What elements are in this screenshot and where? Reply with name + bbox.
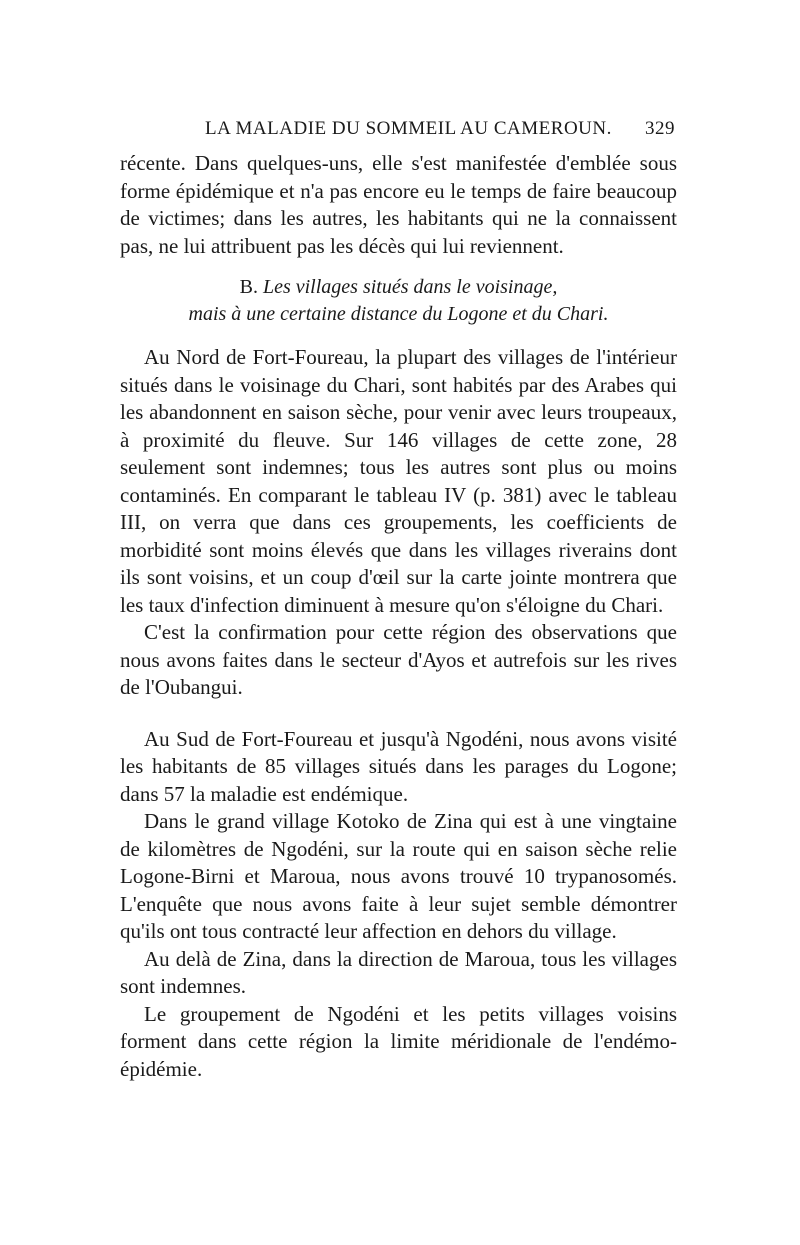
text-block: [120, 150, 677, 1083]
paragraph-gap: [120, 702, 677, 726]
section-heading-line-2: mais à une certaine distance du Logone et du Chari.: [188, 303, 609, 325]
running-title: LA MALADIE DU SOMMEIL AU CAMEROUN.: [205, 118, 612, 139]
paragraph: Le groupement de Ngodéni et les petits villages voisins forment dans cette région la limite méridionale de l'endémo-épidémie.: [120, 1001, 677, 1081]
paragraph: Au delà de Zina, dans la direction de Maroua, tous les villages sont indemnes.: [120, 946, 677, 998]
paragraph: Dans le grand village Kotoko de Zina qui est à une vingtaine de kilomètres de Ngodéni, sur la route qui en saison sèche relie Logone-Birni et Maroua, nous avons trouvé 10 trypanosomés. L'enquête que nous avons faite à leur sujet semble démontrer qu'ils ont tous contracté leur affection en dehors du village.: [120, 809, 677, 943]
page-number: 329: [645, 118, 675, 139]
section-letter: B.: [239, 276, 258, 298]
paragraph: Au Sud de Fort-Foureau et jusqu'à Ngodéni, nous avons visité les habitants de 85 villages situés dans les parages du Logone; dans 57 la maladie est endémique.: [120, 726, 677, 806]
running-head: [205, 118, 675, 142]
section-heading-line-1: Les villages situés dans le voisinage,: [262, 276, 558, 298]
paragraph: C'est la confirmation pour cette région des observations que nous avons faites dans le secteur d'Ayos et autrefois sur les rives de l'Oubangui.: [120, 620, 677, 699]
paragraph-continuation: récente. Dans quelques-uns, elle s'est manifestée d'emblée sous forme épidémique et n'a pas encore eu le temps de faire beaucoup de victimes; dans les autres, les habitants qui ne la connaissent pas, ne lui attribuent pas les décès qui lui reviennent.: [120, 151, 677, 258]
section-heading: [120, 274, 677, 328]
paragraph: Au Nord de Fort-Foureau, la plupart des villages de l'intérieur situés dans le voisinage du Chari, sont habités par des Arabes qui les abandonnent en saison sèche, pour venir avec leurs troupeaux, à proximité du fleuve. Sur 146 villages de cette zone, 28 seulement sont indemnes; tous les autres sont plus ou moins contaminés. En comparant le tableau IV (p. 381) avec le tableau III, on verra que dans ces groupements, les coefficients de morbidité sont moins élevés que dans les villages riverains dont ils sont voisins, et un coup d'œil sur la carte jointe montrera que les taux d'infection diminuent à mesure qu'on s'éloigne du Chari.: [120, 345, 677, 617]
